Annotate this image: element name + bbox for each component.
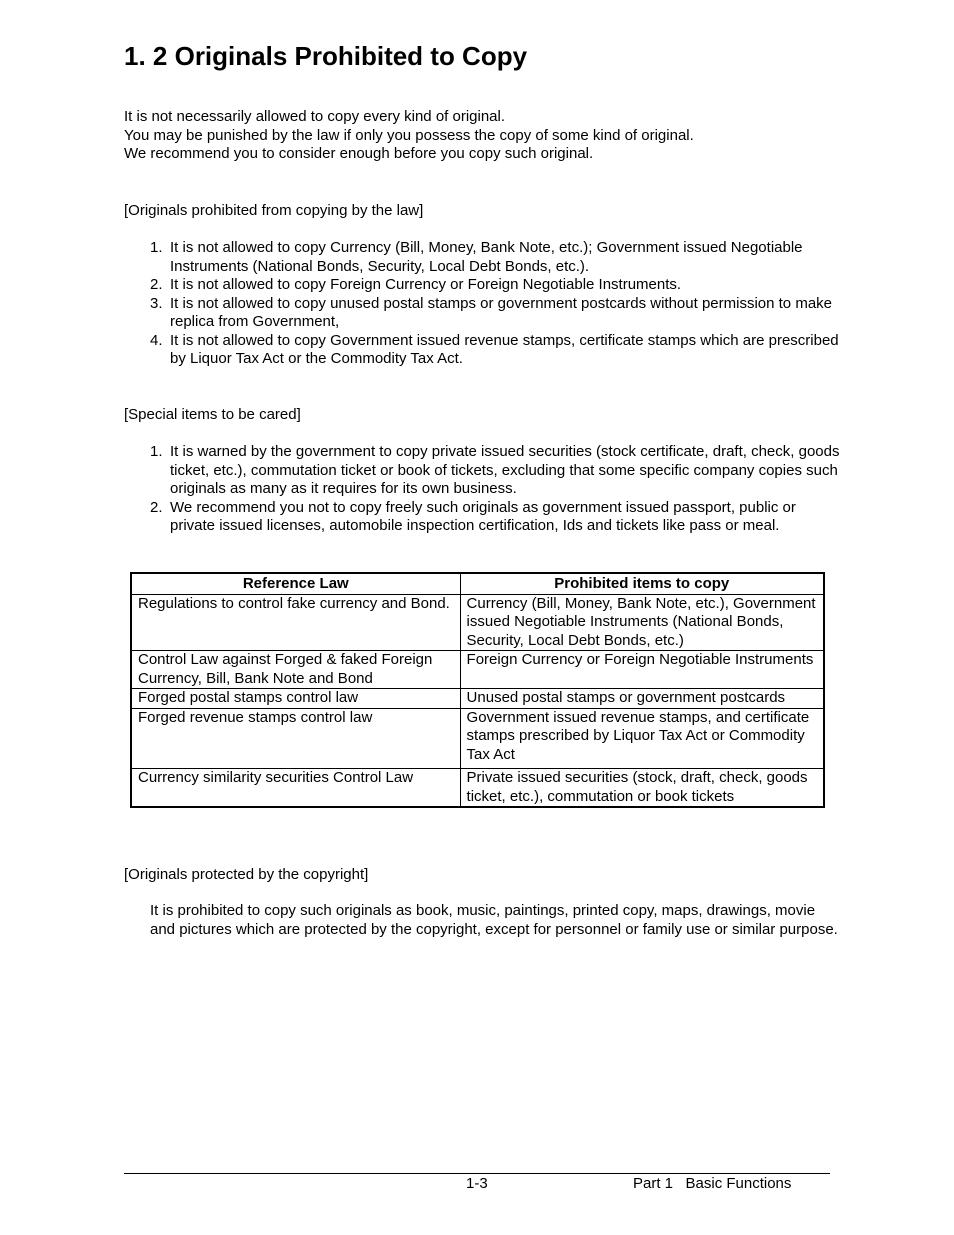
list-item: [150, 276, 840, 295]
item-text: We recommend you not to copy freely such originals as government issued passport, public or private issued licenses, automobile inspection certification, Ids and tickets like pass or meal.: [170, 498, 796, 534]
item-text: It is not allowed to copy unused postal stamps or government postcards without permission to make replica from Government,: [170, 294, 832, 330]
law-cell: Forged postal stamps control law: [131, 689, 460, 709]
intro-line: It is not necessarily allowed to copy every kind of original.: [124, 108, 506, 125]
prohibited-list: [150, 239, 840, 369]
intro-paragraph: [124, 108, 844, 164]
column-header-reference-law: Reference Law: [131, 573, 460, 594]
table-row: [131, 689, 824, 709]
item-text: It is not allowed to copy Currency (Bill, Money, Bank Note, etc.); Government issued Negotiable Instruments (National Bonds, Security, Local Debt Bonds, etc.).: [170, 239, 803, 275]
intro-line: We recommend you to consider enough before you copy such original.: [124, 145, 594, 162]
item-text: It is not allowed to copy Government issued revenue stamps, certificate stamps which are prescribed by Liquor Tax Act or the Commodity Tax Act.: [170, 331, 839, 367]
law-cell: Control Law against Forged & faked Foreign Currency, Bill, Bank Note and Bond: [131, 651, 460, 689]
item-number: 2.: [150, 276, 163, 293]
law-cell: Regulations to control fake currency and Bond.: [131, 594, 460, 651]
items-cell: Foreign Currency or Foreign Negotiable Instruments: [460, 651, 824, 689]
intro-line: You may be punished by the law if only you possess the copy of some kind of original.: [124, 126, 694, 144]
item-text: It is warned by the government to copy private issued securities (stock certificate, draft, check, goods ticket, etc.), commutation ticket or book of tickets, excluding that some specific company copies such originals as many as it requires for its own business.: [170, 443, 840, 497]
table-row: [131, 769, 824, 808]
item-number: 3.: [150, 294, 163, 312]
items-cell: Private issued securities (stock, draft, check, goods ticket, etc.), commutation or book tickets: [460, 769, 824, 808]
list-item: [150, 239, 840, 276]
item-text: It is not allowed to copy Foreign Currency or Foreign Negotiable Instruments.: [170, 276, 682, 293]
law-cell: Forged revenue stamps control law: [131, 708, 460, 769]
special-list: [150, 443, 840, 536]
items-cell: Currency (Bill, Money, Bank Note, etc.), Government issued Negotiable Instruments (National Bonds, Security, Local Debt Bonds, etc.): [460, 594, 824, 651]
table-row: [131, 651, 824, 689]
list-item: [150, 295, 840, 332]
prohibited-section-heading: [Originals prohibited from copying by the law]: [124, 202, 424, 219]
law-cell: Currency similarity securities Control Law: [131, 769, 460, 808]
footer-divider: [124, 1173, 830, 1174]
reference-law-table: [130, 572, 825, 808]
items-cell: Government issued revenue stamps, and certificate stamps prescribed by Liquor Tax Act or Commodity Tax Act: [460, 708, 824, 769]
table-row: [131, 708, 824, 769]
item-number: 1.: [150, 443, 163, 460]
list-item: [150, 443, 840, 499]
items-cell: Unused postal stamps or government postcards: [460, 689, 824, 709]
copyright-section-heading: [Originals protected by the copyright]: [124, 866, 369, 883]
copyright-paragraph: It is prohibited to copy such originals as book, music, paintings, printed copy, maps, drawings, movie and pictures which are protected by the copyright, except for personnel or family use or similar purpose.: [150, 902, 838, 938]
footer-part-label: Part 1 Basic Functions: [633, 1175, 792, 1192]
page-title: 1. 2 Originals Prohibited to Copy: [124, 41, 528, 71]
item-number: 2.: [150, 498, 163, 516]
item-number: 4.: [150, 331, 163, 349]
item-number: 1.: [150, 239, 163, 256]
table-header-row: [131, 573, 824, 594]
special-section-heading: [Special items to be cared]: [124, 406, 301, 423]
list-item: [150, 499, 840, 536]
table-row: [131, 594, 824, 651]
column-header-prohibited-items: Prohibited items to copy: [460, 573, 824, 594]
list-item: [150, 332, 840, 369]
footer-page-number: 1-3: [466, 1175, 488, 1192]
